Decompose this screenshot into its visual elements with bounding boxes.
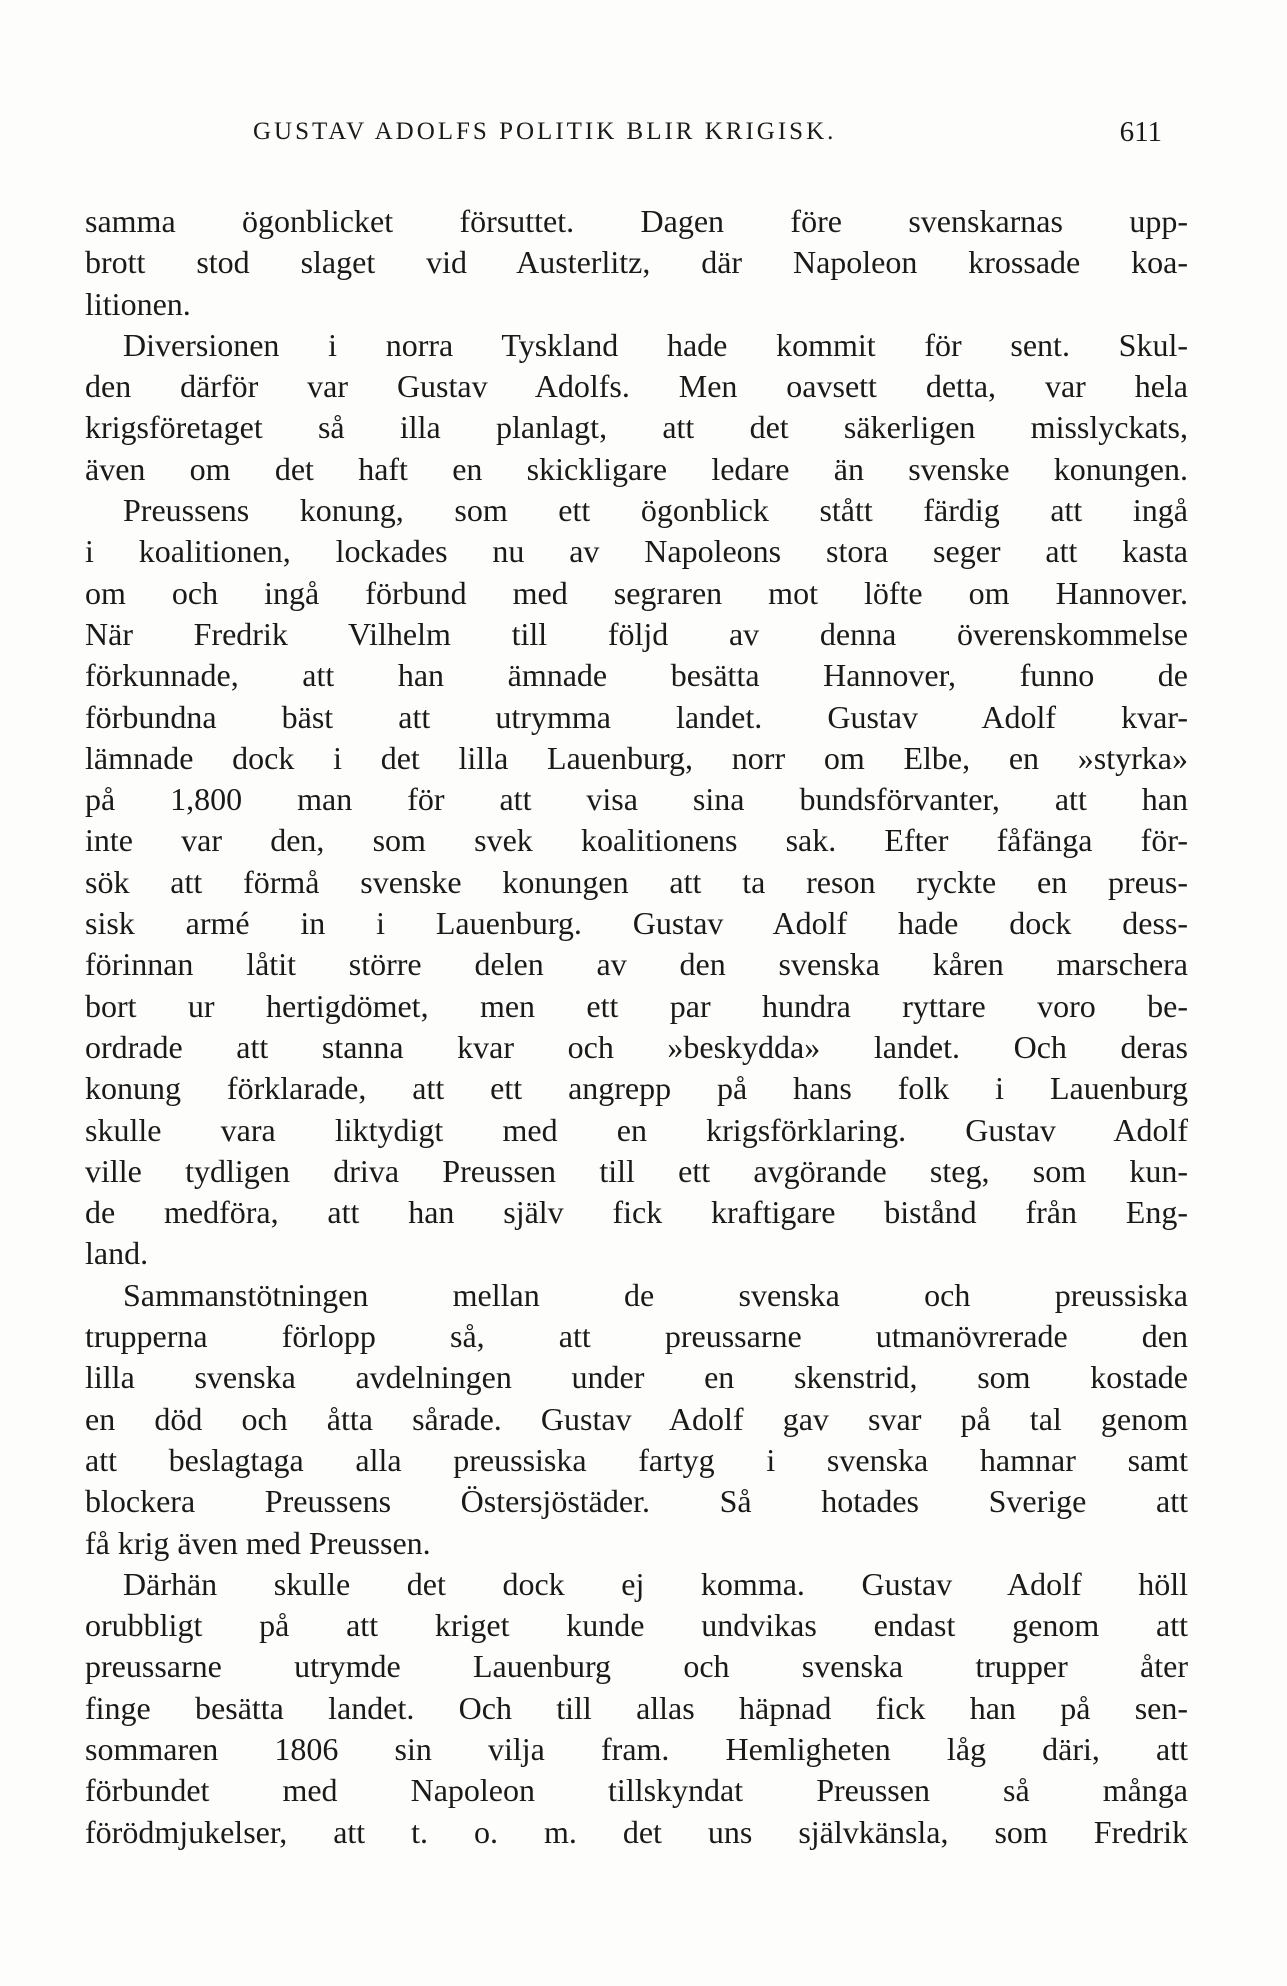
text-line: förbundna bäst att utrymma landet. Gustav Adolf kvar- [85,698,1188,735]
text-line: förinnan låtit större delen av den svenska kåren marschera [85,946,1188,983]
text-line: brott stod slaget vid Austerlitz, där Napoleon krossade koa- [85,244,1188,281]
text-line: även om det haft en skickligare ledare än svenske konungen. [85,450,1188,487]
page-number: 611 [1119,116,1162,148]
text-line: bort ur hertigdömet, men ett par hundra ryttare voro be- [85,987,1188,1024]
text-line: om och ingå förbund med segraren mot löfte om Hannover. [85,574,1188,611]
text-line: på 1,800 man för att visa sina bundsförvanter, att han [85,781,1188,818]
text-line: När Fredrik Vilhelm till följd av denna överenskommelse [85,615,1188,652]
text-line: få krig även med Preussen. [85,1524,431,1561]
text-line: sommaren 1806 sin vilja fram. Hemligheten låg däri, att [85,1730,1188,1767]
text-line: orubbligt på att kriget kunde undvikas endast genom att [85,1607,1188,1644]
text-line: ordrade att stanna kvar och »beskydda» landet. Och deras [85,1028,1188,1065]
text-line: litionen. [85,285,191,322]
text-line: Diversionen i norra Tyskland hade kommit för sent. Skul- [123,326,1188,363]
text-line: konung förklarade, att ett angrepp på hans folk i Lauenburg [85,1070,1188,1107]
text-line: sök att förmå svenske konungen att ta reson ryckte en preus- [85,863,1188,900]
text-line: samma ögonblicket försuttet. Dagen före svenskarnas upp- [85,203,1188,239]
text-line: i koalitionen, lockades nu av Napoleons stora seger att kasta [85,533,1188,570]
text-line: förbundet med Napoleon tillskyndat Preussen så många [85,1772,1188,1809]
text-line: lämnade dock i det lilla Lauenburg, norr om Elbe, en »styrka» [85,739,1188,776]
body-text [85,201,1188,1853]
text-line: Preussens konung, som ett ögonblick stått färdig att ingå [123,492,1188,529]
text-line: att beslagtaga alla preussiska fartyg i svenska hamnar samt [85,1441,1188,1478]
text-line: den därför var Gustav Adolfs. Men oavsett detta, var hela [85,368,1188,405]
text-line: Sammanstötningen mellan de svenska och preussiska [123,1276,1188,1313]
text-line: förödmjukelser, att t. o. m. det uns självkänsla, som Fredrik [85,1813,1188,1850]
text-line: land. [85,1235,149,1272]
text-line: sisk armé in i Lauenburg. Gustav Adolf hade dock dess- [85,905,1188,942]
text-line: trupperna förlopp så, att preussarne utmanövrerade den [85,1318,1188,1355]
text-line: preussarne utrymde Lauenburg och svenska trupper åter [85,1648,1188,1685]
text-line: de medföra, att han själv fick kraftigare bistånd från Eng- [85,1194,1188,1231]
text-line: skulle vara liktydigt med en krigsförklaring. Gustav Adolf [85,1111,1188,1148]
running-head [0,112,1287,152]
text-line: finge besätta landet. Och till allas häpnad fick han på sen- [85,1689,1188,1726]
text-line: krigsföretaget så illa planlagt, att det säkerligen misslyckats, [85,409,1188,446]
running-title: GUSTAV ADOLFS POLITIK BLIR KRIGISK. [253,118,837,145]
text-line: förkunnade, att han ämnade besätta Hannover, funno de [85,657,1188,694]
text-line: inte var den, som svek koalitionens sak. Efter fåfänga för- [85,822,1188,859]
text-line: en död och åtta sårade. Gustav Adolf gav svar på tal genom [85,1400,1188,1437]
text-line: Därhän skulle det dock ej komma. Gustav Adolf höll [123,1565,1188,1602]
text-line: blockera Preussens Östersjöstäder. Så hotades Sverige att [85,1483,1188,1520]
text-line: ville tydligen driva Preussen till ett avgörande steg, som kun- [85,1152,1188,1189]
text-line: lilla svenska avdelningen under en skenstrid, som kostade [85,1359,1188,1396]
